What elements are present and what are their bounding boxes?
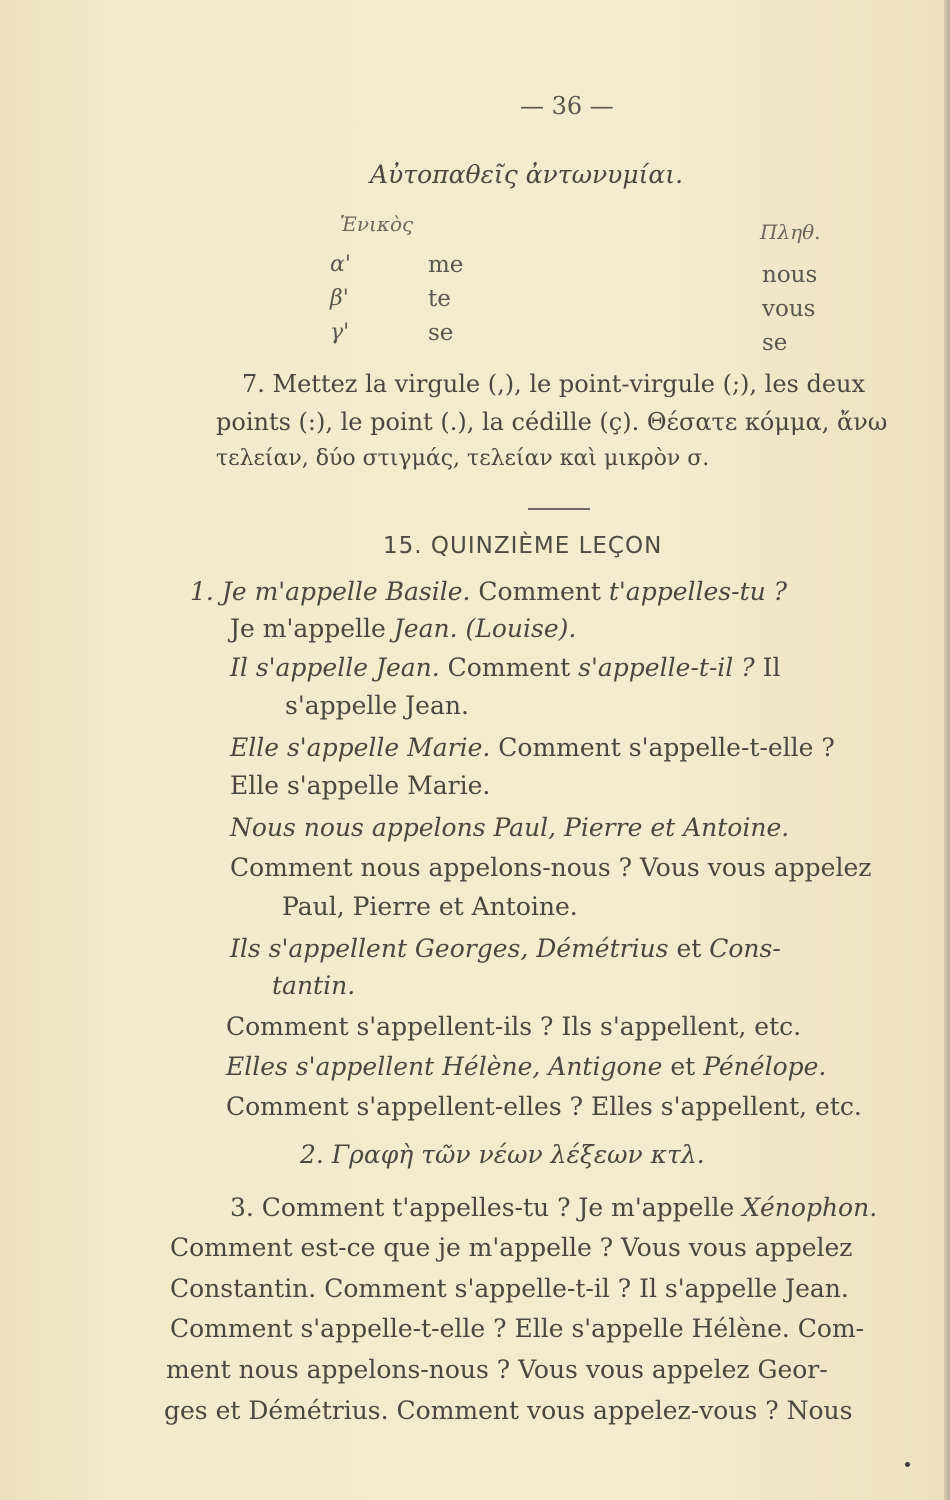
exercise-2: 2. Γραφὴ τῶν νέων λέξεων κτλ. [300,1140,705,1169]
exercise-1-line-8: Comment nous appelons-nous ? Vous vous appelez [230,853,872,882]
example-sentence-cont: Cons- [709,934,781,963]
page-edge [944,0,950,1500]
plural-pronoun-1: nous [762,262,818,288]
person-label-2: β' [330,286,349,311]
singular-header: Ἑνικὸς [340,212,414,236]
conjunction: et [662,1052,704,1081]
singular-pronoun-1: me [428,252,464,278]
plural-pronoun-2: vous [762,296,816,322]
plural-pronoun-3: se [762,330,788,356]
exercise-1-line-13 [226,1052,826,1082]
exercise-1-line-2 [230,614,576,644]
exercise-1-line-10 [230,934,781,964]
exercise-1-number: 1. [190,577,214,606]
plural-header: Πληθ. [760,220,821,244]
question-text: Comment [439,653,579,682]
exercise-7-line-1: 7. Mettez la virgule (,), le point-virgule (;), les deux [242,370,866,398]
exercise-1-line-11: tantin. [272,971,356,1000]
example-sentence: Elle s'appelle Marie. [230,733,491,762]
example-sentence: Il s'appelle Jean. [230,653,440,682]
exercise-3-line-1 [230,1193,877,1223]
exercise-1-line-5 [230,733,835,763]
exercise-1-line-1 [190,577,787,607]
exercise-7-line-2: points (:), le point (.), la cédille (ç). Θέσατε κόμμα, ἄνω [216,408,888,436]
section-divider [528,508,590,510]
exercise-1-line-14: Comment s'appellent-elles ? Elles s'appellent, etc. [226,1092,862,1121]
example-sentence: Je m'appelle Basile. [221,577,471,606]
example-sentence-cont: Pénélope. [703,1052,827,1081]
answer-names: Jean. (Louise). [393,614,577,643]
example-name: Xénophon. [742,1193,878,1222]
exercise-3-line-3: Constantin. Comment s'appelle-t-il ? Il s'appelle Jean. [170,1274,849,1303]
ink-speck [905,1462,910,1467]
answer-text: Je m'appelle [230,614,394,643]
exercise-1-line-9: Paul, Pierre et Antoine. [282,892,578,921]
example-sentence: Elles s'appellent Hélène, Antigone [226,1052,663,1081]
page-number: — 36 — [520,92,614,120]
lesson-heading: 15. QUINZIÈME LEÇON [383,533,663,559]
exercise-1-line-3 [230,653,780,683]
singular-pronoun-2: te [428,286,451,312]
answer-text: Il [754,653,781,682]
exercise-1-line-4: s'appelle Jean. [285,691,469,720]
person-label-1: α' [330,252,351,277]
conjunction: et [668,934,710,963]
question-text: Comment [470,577,609,606]
exercise-1-line-7: Nous nous appelons Paul, Pierre et Antoine. [230,813,790,842]
exercise-3-line-5: ment nous appelons-nous ? Vous vous appelez Geor- [166,1355,828,1384]
example-question: s'appelle-t-il ? [578,653,755,682]
person-label-3: γ' [330,320,350,345]
exercise-3-line-2: Comment est-ce que je m'appelle ? Vous vous appelez [170,1233,853,1262]
example-sentence: Ils s'appellent Georges, Démétrius [230,934,669,963]
exercise-3-line-4: Comment s'appelle-t-elle ? Elle s'appelle Hélène. Com- [170,1314,865,1343]
exercise-3-line-6: ges et Démétrius. Comment vous appelez-vous ? Nous [164,1396,853,1425]
exercise-3-text: 3. Comment t'appelles-tu ? Je m'appelle [230,1193,743,1222]
exercise-1-line-12: Comment s'appellent-ils ? Ils s'appellent, etc. [226,1012,802,1041]
exercise-7-line-3: τελείαν, δύο στιγμάς, τελείαν καὶ μικρὸν σ. [216,446,710,471]
question-text: Comment s'appelle-t-elle ? [490,733,835,762]
example-question: t'appelles-tu ? [608,577,788,606]
exercise-1-line-6: Elle s'appelle Marie. [230,771,491,800]
singular-pronoun-3: se [428,320,454,346]
section-title: Αὐτοπαθεῖς ἀντωνυμίαι. [370,160,684,189]
